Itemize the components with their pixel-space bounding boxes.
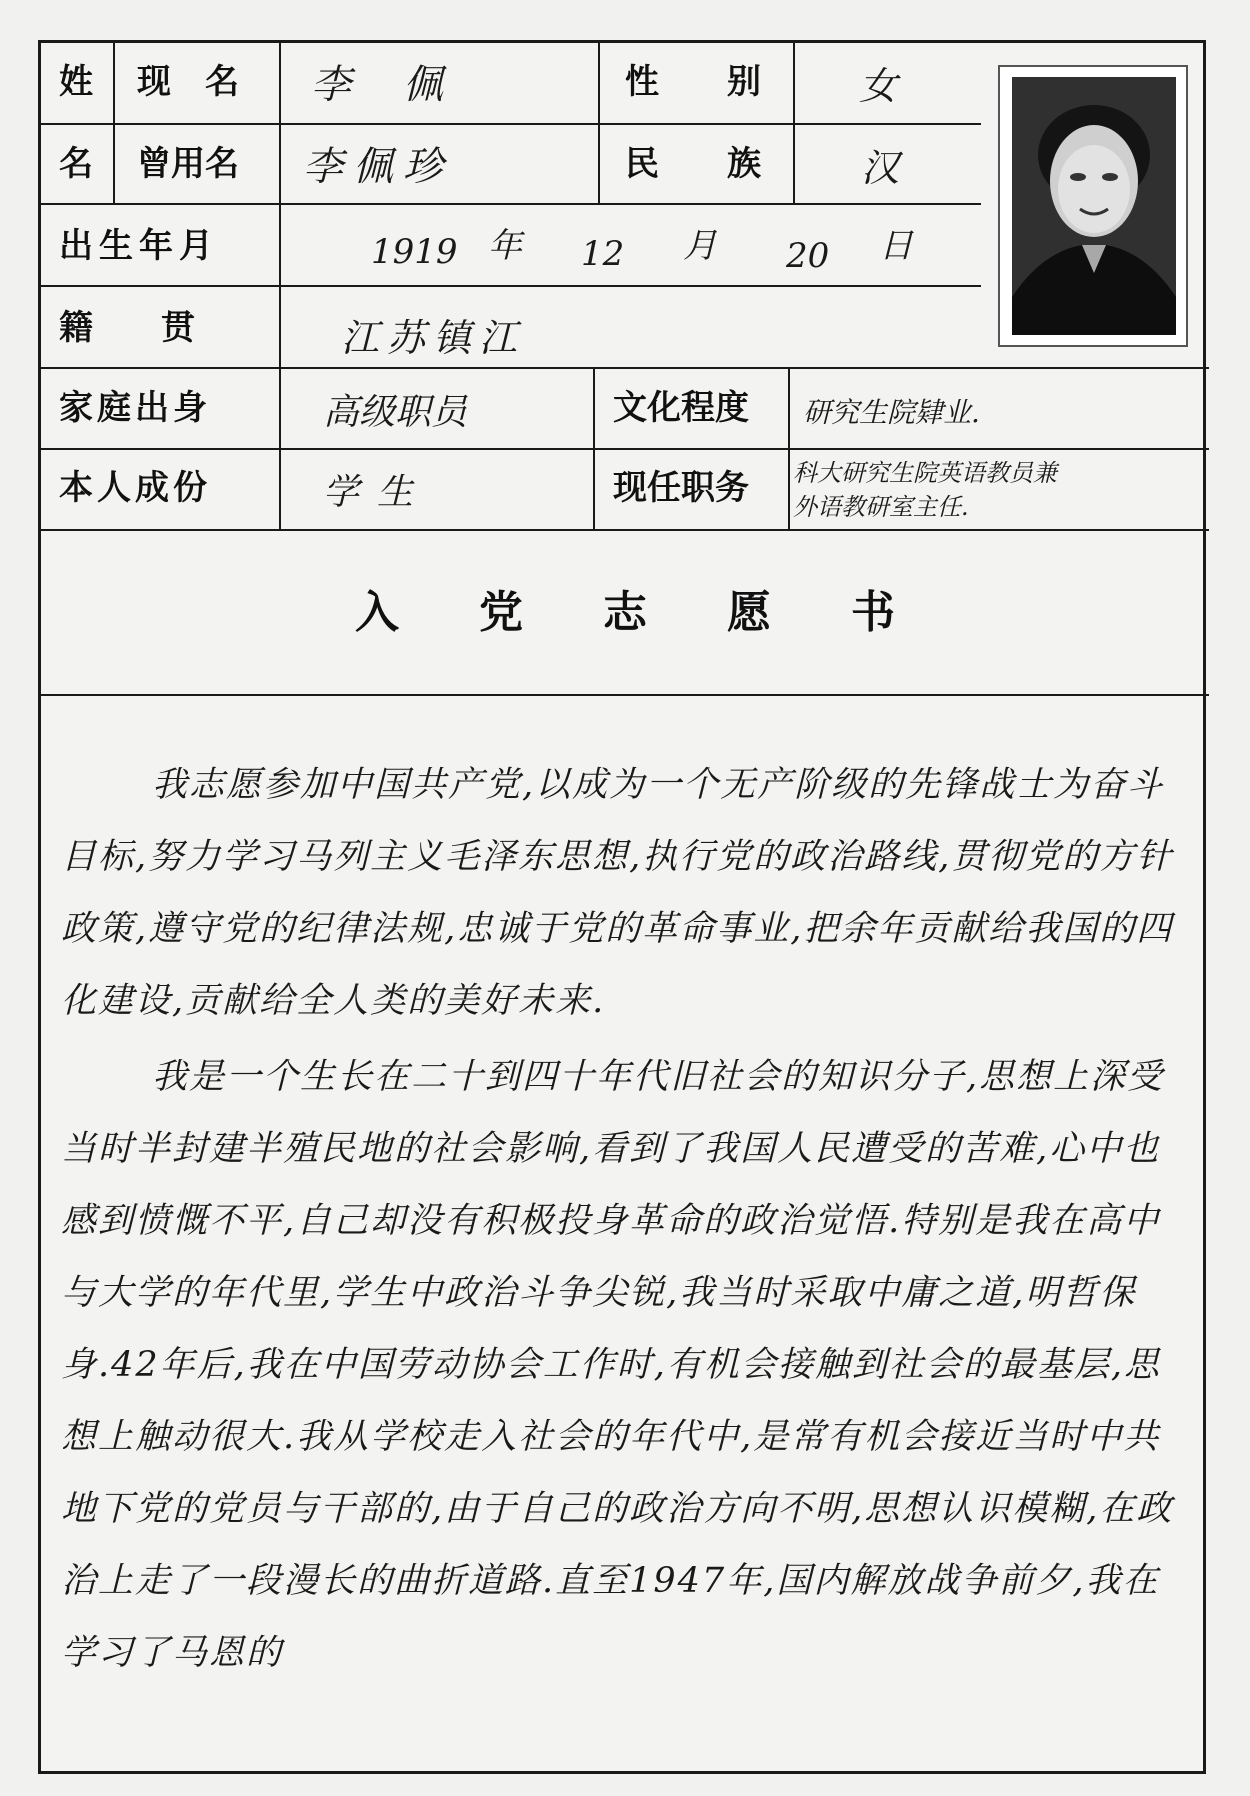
ethnicity-value: 汉 xyxy=(861,146,900,190)
rule xyxy=(279,43,281,529)
rule xyxy=(41,529,1209,531)
rule xyxy=(41,694,1209,696)
current-name-value: 李 佩 xyxy=(311,62,449,108)
rule xyxy=(41,123,981,125)
title-char: 愿 xyxy=(727,587,771,638)
birth-year-char: 年 xyxy=(488,226,522,266)
name-group-label-2: 名 xyxy=(59,144,93,184)
education-value: 研究生院肄业. xyxy=(803,396,980,429)
rule xyxy=(41,448,1209,450)
rule xyxy=(598,43,600,203)
birth-day-char: 日 xyxy=(879,226,913,266)
essay-paragraph: 我是一个生长在二十到四十年代旧社会的知识分子,思想上深受当时半封建半殖民地的社会影响,看到了我国人民遭受的苦难,心中也感到愤慨不平,自己却没有积极投身革命的政治觉悟.特别是我在高中与大学的年代里,学生中政治斗争尖锐,我当时采取中庸之道,明哲保身.42年后,我在中国劳动协会工作时,有机会接触到社会的最基层,思想上触动很大.我从学校走入社会的年代中,是常有机会接近当时中共地下党的党员与干部的,由于自己的政治方向不明,思想认识模糊,在政治上走了一段漫长的曲折道路.直至1947年,国内解放战争前夕,我在学习了马恩的 xyxy=(61,1057,1174,1673)
rule xyxy=(41,285,981,287)
rule xyxy=(41,203,981,205)
family-origin-label: 家庭出身 xyxy=(59,388,211,428)
ethnicity-label: 民 族 xyxy=(625,144,761,184)
current-position-label: 现任职务 xyxy=(613,468,749,508)
rule xyxy=(793,43,795,203)
birth-day: 20 xyxy=(786,236,830,276)
gender-label: 性 别 xyxy=(625,62,761,102)
essay-paragraph: 我志愿参加中国共产党,以成为一个无产阶级的先锋战士为奋斗目标,努力学习马列主义毛泽东思想,执行党的政治路线,贯彻党的方针政策,遵守党的纪律法规,忠诚于党的革命事业,把余年贡献给我国的四化建设,贡献给全人类的美好未来. xyxy=(61,765,1174,1021)
native-place-value: 江苏镇江 xyxy=(341,316,526,360)
title-char: 党 xyxy=(479,587,523,638)
rule xyxy=(593,367,595,529)
rule xyxy=(788,367,790,529)
title-char: 入 xyxy=(355,587,399,638)
personal-status-label: 本人成份 xyxy=(59,468,211,508)
gender-value: 女 xyxy=(859,64,898,108)
personal-status-value: 学生 xyxy=(323,472,432,513)
native-place-label: 籍 贯 xyxy=(59,308,195,348)
current-name-label: 现 名 xyxy=(137,62,239,102)
rule xyxy=(41,367,1209,369)
birth-year: 1919 xyxy=(371,232,458,272)
former-name-label: 曾用名 xyxy=(137,144,239,184)
application-form xyxy=(38,40,1206,1774)
application-essay xyxy=(61,749,1191,1689)
document-title xyxy=(41,587,1209,638)
title-char: 志 xyxy=(603,587,647,638)
current-position-line2: 外语教研室主任. xyxy=(793,493,969,521)
birth-label: 出生年月 xyxy=(59,226,219,266)
former-name-value: 李佩珍 xyxy=(303,144,453,190)
portrait-icon xyxy=(1012,77,1176,335)
portrait-photo xyxy=(998,65,1188,347)
current-position-line1: 科大研究生院英语教员兼 xyxy=(793,459,1057,487)
title-char: 书 xyxy=(851,587,895,638)
family-origin-value: 高级职员 xyxy=(323,392,468,433)
education-label: 文化程度 xyxy=(613,388,749,428)
birth-month-char: 月 xyxy=(683,226,717,266)
name-group-label-1: 姓 xyxy=(59,62,93,102)
birth-month: 12 xyxy=(581,234,625,274)
rule xyxy=(113,43,115,203)
